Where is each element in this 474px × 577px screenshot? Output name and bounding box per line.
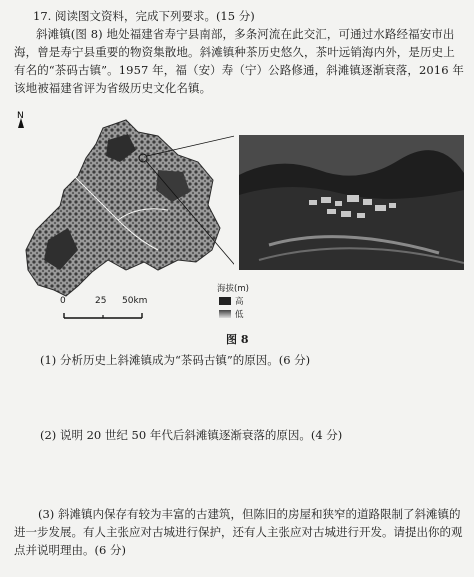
subquestion-2: (2) 说明 20 世纪 50 年代后斜滩镇逐渐衰落的原因。(4 分): [40, 428, 343, 442]
question-header: 17. 阅读图文资料，完成下列要求。(15 分): [33, 9, 255, 23]
north-label: N: [17, 111, 24, 121]
question-intro: 斜滩镇(图 8) 地处福建省寿宁县南部，多条河流在此交汇，可通过水路经福安市出海，曾是寿宁县重要的物资集散地。斜滩镇种茶历史悠久，茶叶远销海内外，是历史上有名的“茶码古镇”。1957 年，福（安）寿（宁）公路修通，斜滩镇逐渐衰落，2016 年该地被福建省评为省级历史文化名镇。: [14, 27, 464, 95]
legend-low-label: 低: [235, 310, 244, 320]
relief-map: [8, 110, 234, 345]
legend-gradient-swatch: [219, 310, 231, 318]
scale-label-0: 0: [60, 296, 66, 306]
scale-label-50km: 50km: [122, 296, 148, 306]
subquestion-3: (3) 斜滩镇内保存有较为丰富的古建筑，但陈旧的房屋和狭窄的道路限制了斜滩镇的进一步发展。有人主张应对古城进行保护，还有人主张应对古城进行开发。请提出你的观点并说明理由。(6 分): [14, 507, 463, 557]
legend-high-label: 高: [235, 297, 244, 307]
figure-caption: 图 8: [226, 333, 249, 346]
county-map: [8, 110, 234, 345]
elevation-legend: [217, 282, 277, 332]
town-photo-image: [239, 135, 464, 270]
town-photo: [239, 135, 464, 270]
subquestion-1: (1) 分析历史上斜滩镇成为“茶码古镇”的原因。(6 分): [40, 353, 311, 367]
legend-title: 海拔(m): [217, 284, 249, 294]
legend-high-swatch: [219, 297, 231, 305]
scale-label-25: 25: [95, 296, 107, 306]
